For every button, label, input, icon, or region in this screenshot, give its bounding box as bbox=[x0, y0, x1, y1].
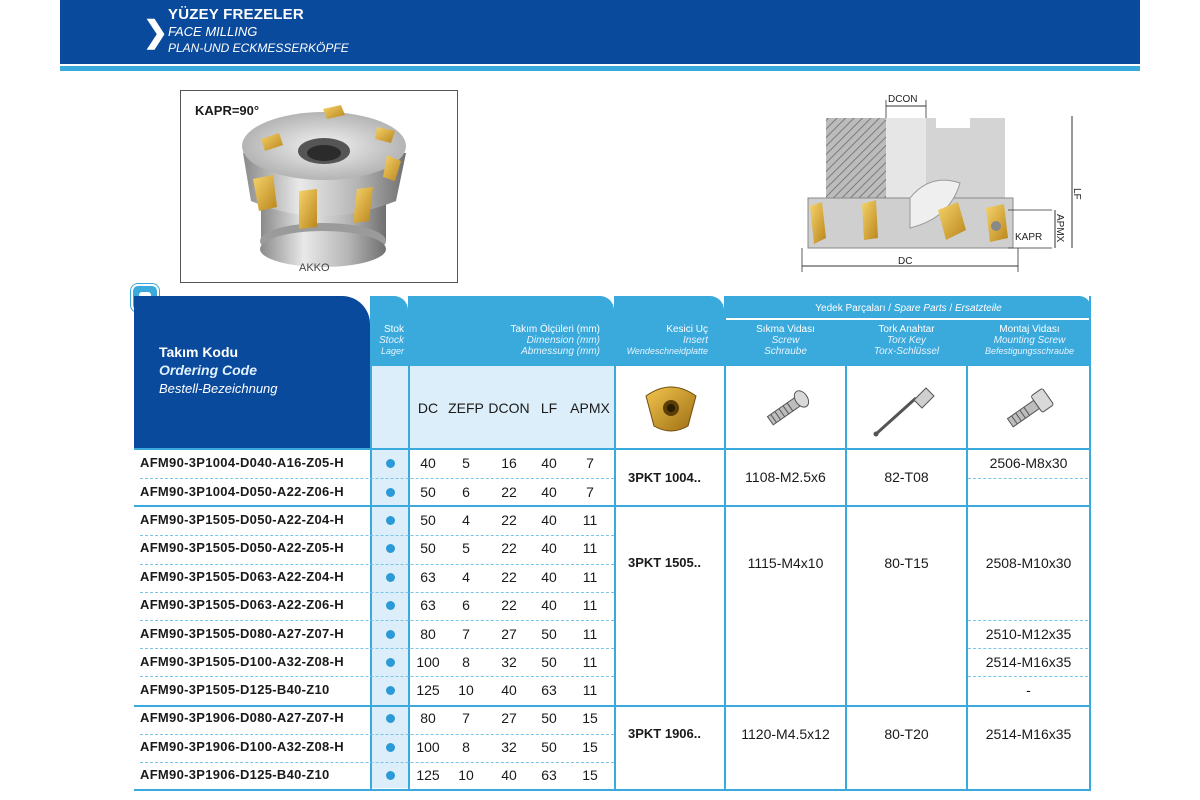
cell-dc: 50 bbox=[420, 540, 436, 556]
screw-tr: Sıkma Vidası bbox=[756, 324, 815, 335]
milling-cutter-photo bbox=[181, 91, 457, 282]
key-de: Torx-Schlüssel bbox=[873, 346, 940, 357]
cell-zefp: 10 bbox=[458, 682, 474, 698]
cell-lf: 40 bbox=[541, 484, 557, 500]
dim-dc: DC bbox=[898, 256, 913, 267]
cell-dc: 50 bbox=[420, 484, 436, 500]
cell-zefp: 7 bbox=[462, 626, 470, 642]
spare-tr: Yedek Parçaları bbox=[815, 303, 886, 314]
key-code: 80-T20 bbox=[884, 726, 929, 742]
cell-lf: 40 bbox=[541, 597, 557, 613]
title-en: FACE MILLING bbox=[168, 24, 258, 39]
mounting-screw-code: 2506-M8x30 bbox=[989, 455, 1068, 471]
stock-indicator bbox=[386, 516, 395, 525]
stock-tr: Stok bbox=[383, 324, 404, 335]
col-zefp: ZEFP bbox=[448, 400, 484, 416]
cell-lf: 40 bbox=[541, 569, 557, 585]
cell-dcon: 22 bbox=[501, 597, 517, 613]
mounting-screw-code: 2514-M16x35 bbox=[985, 726, 1072, 742]
cell-dcon: 16 bbox=[501, 455, 517, 471]
ordering-tr: Takım Kodu bbox=[159, 344, 239, 360]
stock-indicator bbox=[386, 714, 395, 723]
cell-apmx: 7 bbox=[586, 484, 594, 500]
cell-apmx: 11 bbox=[582, 654, 598, 670]
cell-zefp: 5 bbox=[462, 455, 470, 471]
cell-dc: 40 bbox=[420, 455, 436, 471]
cell-dcon: 22 bbox=[501, 569, 517, 585]
cell-apmx: 11 bbox=[582, 569, 598, 585]
cell-apmx: 11 bbox=[582, 682, 598, 698]
cell-lf: 50 bbox=[541, 626, 557, 642]
chevron-right-icon: ❯ bbox=[143, 16, 169, 49]
mounting-screw-icon bbox=[1000, 384, 1060, 434]
cell-dcon: 27 bbox=[501, 710, 517, 726]
screw-de: Schraube bbox=[764, 346, 807, 357]
title-de: PLAN-UND ECKMESSERKÖPFE bbox=[168, 41, 349, 55]
cell-zefp: 4 bbox=[462, 569, 470, 585]
stock-indicator bbox=[386, 743, 395, 752]
col-dcon: DCON bbox=[488, 400, 530, 416]
cell-dc: 80 bbox=[420, 626, 436, 642]
cell-zefp: 6 bbox=[462, 484, 470, 500]
stock-band bbox=[372, 366, 408, 448]
mount-de: Befestigungsschraube bbox=[984, 346, 1075, 356]
dim-dcon: DCON bbox=[888, 94, 918, 105]
cell-lf: 40 bbox=[541, 455, 557, 471]
stock-column-bg bbox=[372, 450, 408, 788]
stock-indicator bbox=[386, 488, 395, 497]
cell-lf: 63 bbox=[541, 682, 557, 698]
insert-code: 3PKT 1505.. bbox=[628, 555, 701, 570]
ordering-code: AFM90-3P1505-D125-B40-Z10 bbox=[140, 682, 330, 697]
cell-apmx: 7 bbox=[586, 455, 594, 471]
mounting-screw-code: 2514-M16x35 bbox=[985, 654, 1072, 670]
product-photo bbox=[180, 90, 458, 283]
dim-en: Dimension (mm) bbox=[526, 335, 600, 346]
cell-zefp: 10 bbox=[458, 767, 474, 783]
cell-dcon: 32 bbox=[501, 654, 517, 670]
cell-lf: 50 bbox=[541, 710, 557, 726]
stock-indicator bbox=[386, 771, 395, 780]
cell-dc: 100 bbox=[416, 739, 440, 755]
cell-lf: 40 bbox=[541, 540, 557, 556]
stock-indicator bbox=[386, 573, 395, 582]
spare-parts-title: Yedek Parçaları / Spare Parts / Ersatzteile bbox=[815, 303, 1002, 314]
ordering-code: AFM90-3P1505-D063-A22-Z04-H bbox=[140, 569, 344, 584]
dim-kapr: KAPR bbox=[1015, 232, 1043, 243]
cell-zefp: 5 bbox=[462, 540, 470, 556]
cell-apmx: 11 bbox=[582, 626, 598, 642]
key-code: 80-T15 bbox=[884, 555, 929, 571]
ordering-code: AFM90-3P1505-D050-A22-Z05-H bbox=[140, 540, 344, 555]
spare-de: Ersatzteile bbox=[955, 303, 1002, 314]
photo-brand: AKKO bbox=[299, 262, 330, 274]
ordering-code-header bbox=[134, 296, 370, 448]
mounting-screw-code: 2510-M12x35 bbox=[985, 626, 1072, 642]
screw-en: Screw bbox=[771, 335, 800, 346]
stock-indicator bbox=[386, 459, 395, 468]
cell-apmx: 11 bbox=[582, 540, 598, 556]
ordering-code: AFM90-3P1505-D080-A27-Z07-H bbox=[140, 626, 344, 641]
cell-apmx: 15 bbox=[582, 710, 598, 726]
cell-dcon: 22 bbox=[501, 512, 517, 528]
insert-de: Wendeschneidplatte bbox=[626, 346, 708, 356]
cell-dc: 125 bbox=[416, 767, 440, 783]
cell-dcon: 22 bbox=[501, 540, 517, 556]
ordering-code: AFM90-3P1906-D125-B40-Z10 bbox=[140, 767, 330, 782]
cell-dc: 63 bbox=[420, 597, 436, 613]
col-apmx: APMX bbox=[570, 400, 610, 416]
cell-lf: 63 bbox=[541, 767, 557, 783]
cell-dc: 80 bbox=[420, 710, 436, 726]
ordering-code: AFM90-3P1505-D050-A22-Z04-H bbox=[140, 512, 344, 527]
cell-dcon: 27 bbox=[501, 626, 517, 642]
col-lf: LF bbox=[540, 400, 558, 416]
ordering-code: AFM90-3P1906-D080-A27-Z07-H bbox=[140, 710, 344, 725]
stock-indicator bbox=[386, 601, 395, 610]
insert-tr: Kesici Uç bbox=[666, 324, 708, 335]
mount-tr: Montaj Vidası bbox=[999, 324, 1060, 335]
technical-drawing bbox=[790, 88, 1090, 288]
ordering-code: AFM90-3P1004-D050-A22-Z06-H bbox=[140, 484, 344, 499]
stock-indicator bbox=[386, 544, 395, 553]
screw-icon bbox=[760, 382, 820, 432]
insert-icon bbox=[636, 376, 706, 438]
cell-dc: 125 bbox=[416, 682, 440, 698]
cell-dc: 50 bbox=[420, 512, 436, 528]
cell-dcon: 40 bbox=[501, 767, 517, 783]
cell-lf: 50 bbox=[541, 739, 557, 755]
key-code: 82-T08 bbox=[884, 469, 929, 485]
dim-tr: Takım Ölçüleri (mm) bbox=[510, 324, 600, 335]
cell-apmx: 15 bbox=[582, 739, 598, 755]
header-stripe bbox=[60, 66, 1140, 71]
table-bottom-rule bbox=[134, 789, 1091, 791]
spare-en: Spare Parts bbox=[893, 303, 947, 314]
cell-zefp: 8 bbox=[462, 654, 470, 670]
ordering-code: AFM90-3P1505-D063-A22-Z06-H bbox=[140, 597, 344, 612]
ordering-en: Ordering Code bbox=[159, 362, 258, 378]
cell-zefp: 8 bbox=[462, 739, 470, 755]
cell-zefp: 7 bbox=[462, 710, 470, 726]
cell-apmx: 11 bbox=[582, 512, 598, 528]
cell-lf: 50 bbox=[541, 654, 557, 670]
insert-code: 3PKT 1906.. bbox=[628, 726, 701, 741]
dim-lf: LF bbox=[1071, 188, 1082, 200]
cell-dcon: 32 bbox=[501, 739, 517, 755]
cell-dcon: 40 bbox=[501, 682, 517, 698]
cell-zefp: 4 bbox=[462, 512, 470, 528]
mount-en: Mounting Screw bbox=[993, 335, 1066, 346]
stock-en: Stock bbox=[378, 335, 404, 346]
cell-zefp: 6 bbox=[462, 597, 470, 613]
kapr-label: KAPR=90° bbox=[195, 103, 260, 118]
cell-dcon: 22 bbox=[501, 484, 517, 500]
torx-key-icon bbox=[870, 380, 940, 440]
stock-indicator bbox=[386, 658, 395, 667]
insert-code: 3PKT 1004.. bbox=[628, 470, 701, 485]
mounting-screw-code: - bbox=[1026, 682, 1031, 698]
key-tr: Tork Anahtar bbox=[878, 324, 935, 335]
dim-de: Abmessung (mm) bbox=[521, 346, 600, 357]
dim-apmx: APMX bbox=[1054, 214, 1065, 243]
col-dc: DC bbox=[417, 400, 439, 416]
ordering-code: AFM90-3P1906-D100-A32-Z08-H bbox=[140, 739, 344, 754]
mounting-screw-code: 2508-M10x30 bbox=[985, 555, 1072, 571]
screw-code: 1115-M4x10 bbox=[747, 555, 824, 571]
title-tr: YÜZEY FREZELER bbox=[168, 6, 304, 23]
insert-en: Insert bbox=[682, 335, 708, 346]
ordering-code: AFM90-3P1004-D040-A16-Z05-H bbox=[140, 455, 344, 470]
key-en: Torx Key bbox=[886, 335, 927, 346]
cell-dc: 63 bbox=[420, 569, 436, 585]
cell-apmx: 15 bbox=[582, 767, 598, 783]
stock-indicator bbox=[386, 686, 395, 695]
cell-apmx: 11 bbox=[582, 597, 598, 613]
cell-lf: 40 bbox=[541, 512, 557, 528]
screw-code: 1120-M4.5x12 bbox=[741, 726, 830, 742]
cell-dc: 100 bbox=[416, 654, 440, 670]
ordering-de: Bestell-Bezeichnung bbox=[159, 381, 278, 396]
stock-indicator bbox=[386, 630, 395, 639]
screw-code: 1108-M2.5x6 bbox=[745, 469, 826, 485]
ordering-code: AFM90-3P1505-D100-A32-Z08-H bbox=[140, 654, 344, 669]
stock-de: Lager bbox=[380, 346, 404, 356]
